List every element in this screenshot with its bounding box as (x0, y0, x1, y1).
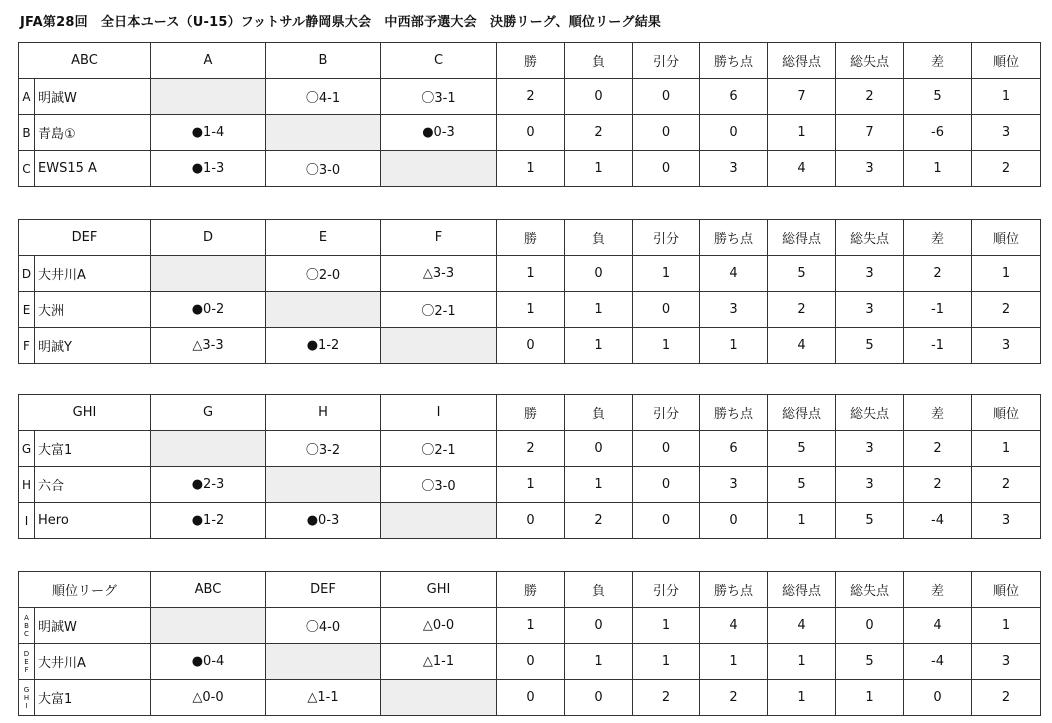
stat-header: 引分 (633, 572, 700, 608)
self-match-cell (381, 328, 497, 364)
stat-value: 1 (497, 292, 565, 328)
match-result: 〇2-1 (381, 431, 497, 467)
match-result: ●0-3 (266, 503, 381, 539)
table-row (19, 79, 1041, 115)
stat-header: 差 (904, 572, 972, 608)
team-letter: C (19, 151, 35, 187)
team-name: Hero (35, 503, 151, 539)
stat-value: 0 (904, 680, 972, 716)
self-match-cell (381, 151, 497, 187)
team-letter: H (19, 467, 35, 503)
match-result: 〇3-2 (266, 431, 381, 467)
stat-value: 2 (904, 431, 972, 467)
table-header-row (19, 572, 1041, 608)
stat-value: 2 (972, 467, 1041, 503)
match-result: △0-0 (381, 608, 497, 644)
stat-value: 1 (972, 431, 1041, 467)
stat-value: 5 (768, 256, 836, 292)
stat-header: 総失点 (836, 572, 904, 608)
stat-value: 2 (972, 680, 1041, 716)
table-header-row (19, 43, 1041, 79)
opponent-header: C (381, 43, 497, 79)
match-result: ●2-3 (151, 467, 266, 503)
stat-value: 2 (633, 680, 700, 716)
opponent-header: F (381, 220, 497, 256)
stat-value: 0 (497, 328, 565, 364)
stat-header: 差 (904, 43, 972, 79)
stat-value: 1 (768, 115, 836, 151)
stat-header: 総失点 (836, 220, 904, 256)
opponent-header: G (151, 395, 266, 431)
stat-header: 勝ち点 (700, 220, 768, 256)
stat-value: 2 (904, 256, 972, 292)
self-match-cell (266, 292, 381, 328)
self-match-cell (381, 680, 497, 716)
team-name: EWS15 A (35, 151, 151, 187)
stat-value: 5 (768, 467, 836, 503)
stat-value: 5 (904, 79, 972, 115)
stat-value: 0 (700, 503, 768, 539)
stat-value: -1 (904, 328, 972, 364)
team-name: 大富1 (35, 680, 151, 716)
team-letter: G (19, 431, 35, 467)
stat-value: -6 (904, 115, 972, 151)
table-header-row (19, 220, 1041, 256)
match-result: △0-0 (151, 680, 266, 716)
stat-header: 勝 (497, 220, 565, 256)
stat-value: 0 (700, 115, 768, 151)
stat-value: 1 (565, 467, 633, 503)
opponent-header: DEF (266, 572, 381, 608)
stat-value: 0 (565, 680, 633, 716)
self-match-cell (266, 115, 381, 151)
opponent-header: ABC (151, 572, 266, 608)
opponent-header: I (381, 395, 497, 431)
opponent-header: H (266, 395, 381, 431)
stat-value: 1 (633, 608, 700, 644)
group-name: GHI (19, 395, 151, 431)
stat-header: 勝ち点 (700, 572, 768, 608)
stat-value: 1 (836, 680, 904, 716)
stat-header: 引分 (633, 395, 700, 431)
stat-value: 3 (836, 256, 904, 292)
match-result: ●1-2 (266, 328, 381, 364)
stat-value: 1 (565, 328, 633, 364)
stat-value: 6 (700, 79, 768, 115)
stat-value: 5 (836, 644, 904, 680)
stat-header: 負 (565, 395, 633, 431)
match-result: ●0-2 (151, 292, 266, 328)
stat-header: 負 (565, 220, 633, 256)
match-result: △3-3 (151, 328, 266, 364)
self-match-cell (151, 431, 266, 467)
team-letter: B (19, 115, 35, 151)
stat-header: 総失点 (836, 43, 904, 79)
team-name: 明誠W (35, 79, 151, 115)
stat-value: 0 (633, 292, 700, 328)
stat-header: 勝ち点 (700, 395, 768, 431)
stat-value: 2 (972, 292, 1041, 328)
stat-value: 4 (768, 151, 836, 187)
stat-value: 0 (565, 431, 633, 467)
stat-header: 順位 (972, 220, 1041, 256)
stat-header: 差 (904, 395, 972, 431)
stat-value: 0 (633, 151, 700, 187)
team-letter: G H I (19, 680, 35, 716)
stat-header: 負 (565, 43, 633, 79)
match-result: ●0-3 (381, 115, 497, 151)
stat-value: 1 (904, 151, 972, 187)
stat-value: 1 (633, 256, 700, 292)
stat-value: -4 (904, 644, 972, 680)
stat-value: 5 (836, 503, 904, 539)
match-result: 〇3-0 (381, 467, 497, 503)
self-match-cell (151, 256, 266, 292)
table-row (19, 292, 1041, 328)
match-result: ●1-4 (151, 115, 266, 151)
stat-header: 総得点 (768, 43, 836, 79)
team-letter: I (19, 503, 35, 539)
stat-header: 総失点 (836, 395, 904, 431)
stat-value: 5 (768, 431, 836, 467)
stat-value: 3 (700, 292, 768, 328)
stat-header: 引分 (633, 220, 700, 256)
stat-header: 勝 (497, 43, 565, 79)
self-match-cell (151, 608, 266, 644)
stat-value: 1 (972, 256, 1041, 292)
stat-value: 0 (565, 79, 633, 115)
match-result: 〇2-0 (266, 256, 381, 292)
stat-value: 1 (565, 151, 633, 187)
stat-value: 1 (497, 608, 565, 644)
stat-value: 0 (497, 644, 565, 680)
stat-value: 3 (972, 644, 1041, 680)
stat-header: 負 (565, 572, 633, 608)
table-row (19, 680, 1041, 716)
stat-value: 4 (768, 608, 836, 644)
opponent-header: GHI (381, 572, 497, 608)
stat-value: 1 (768, 680, 836, 716)
stat-value: 0 (565, 256, 633, 292)
stat-value: 3 (972, 503, 1041, 539)
stat-value: 7 (836, 115, 904, 151)
stat-value: 1 (972, 608, 1041, 644)
self-match-cell (151, 79, 266, 115)
league-table-2 (18, 394, 1041, 539)
stat-header: 引分 (633, 43, 700, 79)
stat-value: 2 (565, 503, 633, 539)
stat-value: 4 (700, 256, 768, 292)
group-name: DEF (19, 220, 151, 256)
match-result: △1-1 (381, 644, 497, 680)
stat-value: 1 (700, 328, 768, 364)
stat-value: 0 (497, 503, 565, 539)
team-name: 大井川A (35, 256, 151, 292)
self-match-cell (381, 503, 497, 539)
league-table-0 (18, 42, 1041, 187)
stat-value: 0 (497, 680, 565, 716)
self-match-cell (266, 644, 381, 680)
stat-value: 2 (904, 467, 972, 503)
stat-value: 1 (497, 467, 565, 503)
stat-value: 3 (836, 467, 904, 503)
table-row (19, 256, 1041, 292)
stat-value: 0 (836, 608, 904, 644)
stat-header: 総得点 (768, 572, 836, 608)
stat-header: 順位 (972, 572, 1041, 608)
stat-header: 勝 (497, 395, 565, 431)
table-row (19, 151, 1041, 187)
stat-value: 1 (768, 644, 836, 680)
table-header-row (19, 395, 1041, 431)
match-result: 〇4-0 (266, 608, 381, 644)
match-result: ●0-4 (151, 644, 266, 680)
stat-value: 4 (904, 608, 972, 644)
league-table-3 (18, 571, 1041, 716)
match-result: △3-3 (381, 256, 497, 292)
stat-header: 勝 (497, 572, 565, 608)
stat-value: 4 (768, 328, 836, 364)
table-row (19, 115, 1041, 151)
stat-value: 3 (836, 292, 904, 328)
stat-value: 2 (497, 79, 565, 115)
stat-value: 3 (700, 151, 768, 187)
stat-value: 0 (497, 115, 565, 151)
stat-value: 6 (700, 431, 768, 467)
stat-header: 順位 (972, 395, 1041, 431)
stat-value: 2 (836, 79, 904, 115)
match-result: ●1-2 (151, 503, 266, 539)
opponent-header: B (266, 43, 381, 79)
stat-value: 1 (497, 256, 565, 292)
stat-value: 7 (768, 79, 836, 115)
stat-value: 3 (836, 151, 904, 187)
stat-value: 0 (633, 503, 700, 539)
table-row (19, 644, 1041, 680)
stat-value: -4 (904, 503, 972, 539)
stat-value: 1 (565, 292, 633, 328)
team-letter: A (19, 79, 35, 115)
stat-value: 1 (768, 503, 836, 539)
match-result: ●1-3 (151, 151, 266, 187)
stat-value: 0 (633, 79, 700, 115)
stat-value: 1 (497, 151, 565, 187)
opponent-header: A (151, 43, 266, 79)
stat-value: 2 (972, 151, 1041, 187)
match-result: △1-1 (266, 680, 381, 716)
group-name: ABC (19, 43, 151, 79)
team-name: 明誠W (35, 608, 151, 644)
stat-value: 1 (565, 644, 633, 680)
stat-value: -1 (904, 292, 972, 328)
team-name: 明誠Y (35, 328, 151, 364)
stat-value: 0 (633, 467, 700, 503)
stat-header: 勝ち点 (700, 43, 768, 79)
stat-value: 1 (633, 644, 700, 680)
table-row (19, 503, 1041, 539)
team-letter: D (19, 256, 35, 292)
opponent-header: D (151, 220, 266, 256)
stat-value: 0 (565, 608, 633, 644)
stat-value: 1 (633, 328, 700, 364)
stat-value: 5 (836, 328, 904, 364)
team-name: 大富1 (35, 431, 151, 467)
team-name: 六合 (35, 467, 151, 503)
team-name: 青島① (35, 115, 151, 151)
team-letter: F (19, 328, 35, 364)
stat-value: 3 (972, 115, 1041, 151)
table-row (19, 328, 1041, 364)
stat-header: 順位 (972, 43, 1041, 79)
stat-value: 2 (768, 292, 836, 328)
stat-value: 4 (700, 608, 768, 644)
league-table-1 (18, 219, 1041, 364)
team-letter: E (19, 292, 35, 328)
table-row (19, 467, 1041, 503)
stat-value: 2 (497, 431, 565, 467)
stat-value: 2 (565, 115, 633, 151)
team-letter: A B C (19, 608, 35, 644)
stat-value: 3 (836, 431, 904, 467)
team-name: 大洲 (35, 292, 151, 328)
stat-value: 3 (700, 467, 768, 503)
page-title: JFA第28回 全日本ユース（U-15）フットサル静岡県大会 中西部予選大会 決勝リーグ、順位リーグ結果 (20, 15, 662, 30)
group-name: 順位リーグ (19, 572, 151, 608)
self-match-cell (266, 467, 381, 503)
match-result: 〇4-1 (266, 79, 381, 115)
stat-header: 差 (904, 220, 972, 256)
team-letter: D E F (19, 644, 35, 680)
opponent-header: E (266, 220, 381, 256)
stat-value: 0 (633, 431, 700, 467)
match-result: 〇3-0 (266, 151, 381, 187)
stat-value: 1 (700, 644, 768, 680)
table-row (19, 431, 1041, 467)
stat-value: 2 (700, 680, 768, 716)
stat-header: 総得点 (768, 220, 836, 256)
match-result: 〇2-1 (381, 292, 497, 328)
stat-header: 総得点 (768, 395, 836, 431)
match-result: 〇3-1 (381, 79, 497, 115)
stat-value: 3 (972, 328, 1041, 364)
stat-value: 0 (633, 115, 700, 151)
table-row (19, 608, 1041, 644)
stat-value: 1 (972, 79, 1041, 115)
team-name: 大井川A (35, 644, 151, 680)
